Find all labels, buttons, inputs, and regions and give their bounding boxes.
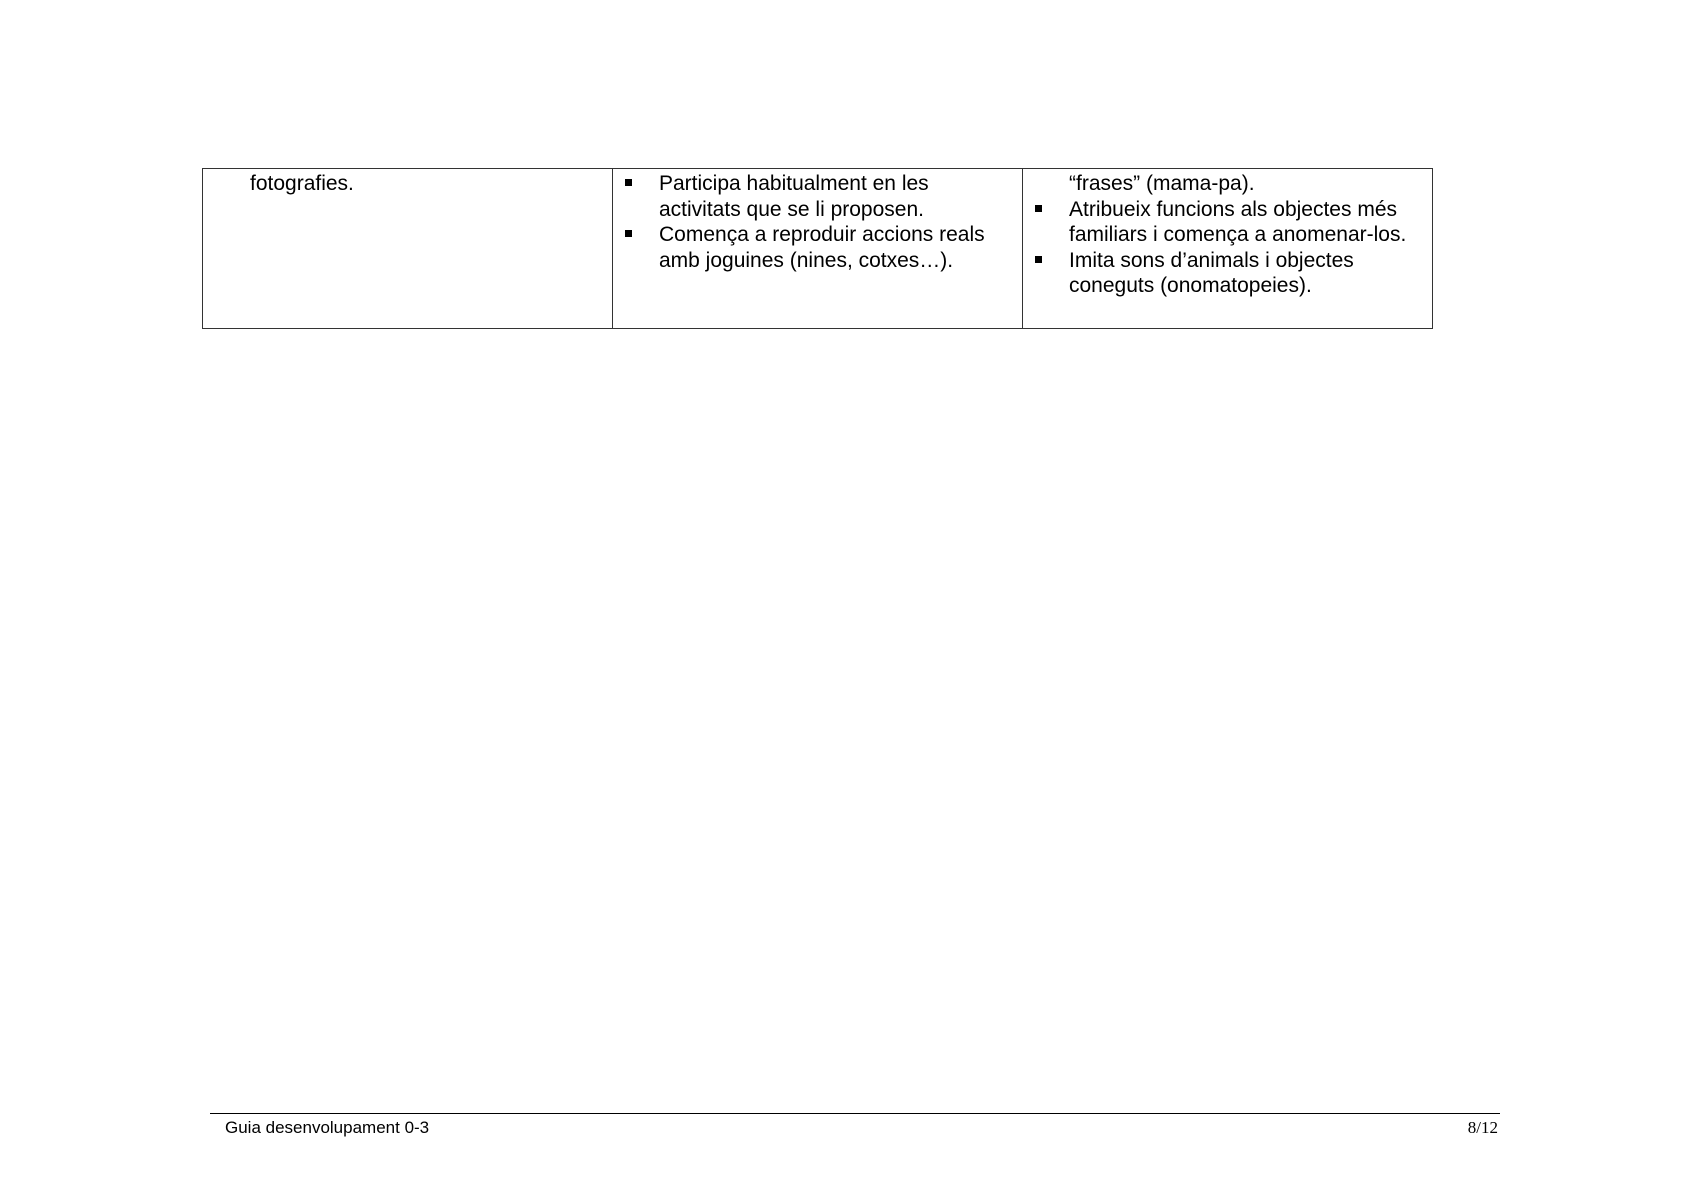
col1-continuation-text: fotografies. [250,172,354,195]
table-row [203,169,1433,329]
table-cell-col3 [1023,169,1433,329]
col3-bullet-list [1023,197,1432,299]
footer-divider [210,1113,1500,1114]
square-bullet-icon [1035,256,1042,263]
list-item [1023,248,1432,299]
list-item [613,222,1022,273]
list-item [1023,197,1432,248]
col2-bullet-list [613,171,1022,273]
list-item-text: Atribueix funcions als objectes més familiars i comença a anomenar-los. [1069,197,1407,246]
list-item-text: Imita sons d’animals i objectes coneguts (onomatopeies). [1069,248,1354,297]
list-item-text: Participa habitualment en les activitats que se li proposen. [659,172,929,221]
col3-continuation-text: “frases” (mama-pa). [1069,172,1255,195]
footer-title: Guia desenvolupament 0-3 [225,1118,430,1137]
development-table [202,168,1433,329]
square-bullet-icon [625,179,632,186]
square-bullet-icon [625,230,632,237]
list-item-text: Comença a reproduir accions reals amb joguines (nines, cotxes…). [659,223,985,272]
page-number: 8/12 [1467,1118,1498,1137]
table-cell-col2 [613,169,1023,329]
table-cell-col1 [203,169,613,329]
list-item [613,171,1022,222]
square-bullet-icon [1035,205,1042,212]
